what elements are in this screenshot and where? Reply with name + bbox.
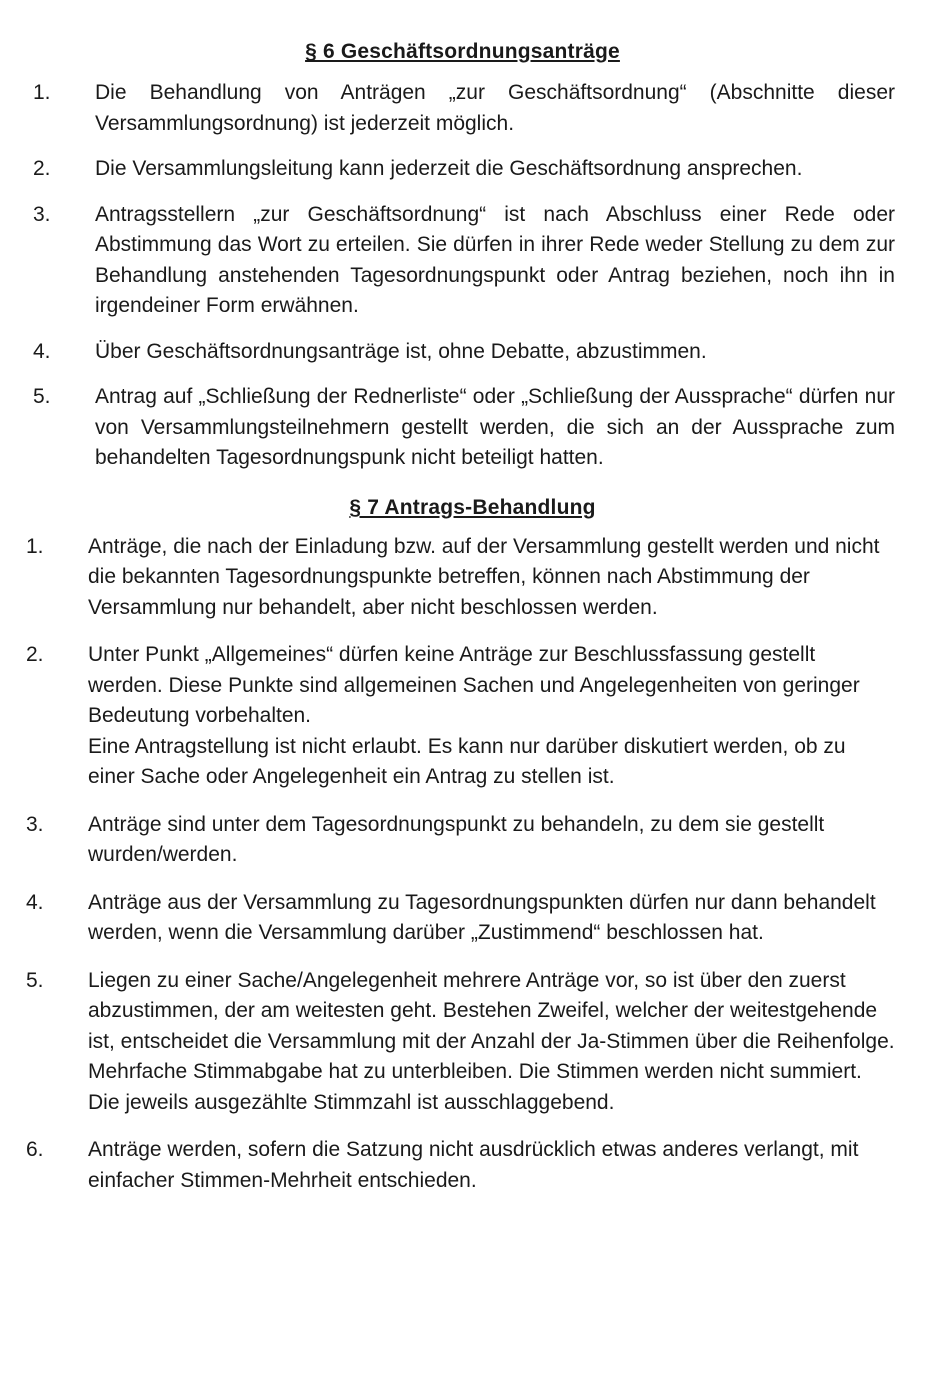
item-number: 5. (33, 385, 51, 408)
item-text: Antrag auf „Schließung der Rednerliste“ oder „Schließung der Aussprache“ dürfen nur von Versammlungsteilnehmern gestellt werden, die sich an der Aussprache zum behandelten Tagesordnungspunk nicht beteiligt hatten. (95, 385, 895, 469)
section-6-item-2 (0, 154, 895, 185)
item-text-continued: Eine Antragstellung ist nicht erlaubt. Es kann nur darüber diskutiert werden, ob zu einer Sache oder Angelegenheit ein Antrag zu stellen ist. (88, 734, 846, 788)
section-7-item-2 (0, 640, 895, 793)
item-text: Anträge sind unter dem Tagesordnungspunkt zu behandeln, zu dem sie gestellt wurden/werden. (88, 812, 825, 866)
item-text: Liegen zu einer Sache/Angelegenheit mehrere Anträge vor, so ist über den zuerst abzustimmen, der am weitesten geht. Bestehen Zweifel, welcher der weitestgehende ist, entscheidet die Versammlung mit der Anzahl der Ja-Stimmen über die Reihenfolge. Mehrfache Stimmabgabe hat zu unterbleiben. Die Stimmen werden nicht summiert. Die jeweils ausgezählte Stimmzahl ist ausschlaggebend. (88, 968, 895, 1114)
section-7-item-4 (0, 888, 895, 949)
item-text: Anträge aus der Versammlung zu Tagesordnungspunkten dürfen nur dann behandelt werden, wenn die Versammlung darüber „Zustimmend“ beschlossen hat. (88, 890, 876, 944)
item-text: Anträge, die nach der Einladung bzw. auf der Versammlung gestellt werden und nicht die bekannten Tagesordnungspunkte betreffen, können nach Abstimmung der Versammlung nur behandelt, aber nicht beschlossen werden. (88, 534, 880, 619)
item-text: Antragsstellern „zur Geschäftsordnung“ ist nach Abschluss einer Rede oder Abstimmung das Wort zu erteilen. Sie dürfen in ihrer Rede weder Stellung zu dem zur Behandlung anstehenden Tagesordnungspunkt oder Antrag beziehen, noch ihn in irgendeiner Form erwähnen. (95, 202, 895, 317)
item-number: 6. (26, 1138, 44, 1161)
section-6-item-3 (0, 200, 895, 322)
item-number: 5. (26, 968, 44, 992)
item-text: Die Versammlungsleitung kann jederzeit die Geschäftsordnung ansprechen. (95, 157, 803, 180)
item-number: 3. (26, 812, 44, 836)
item-text: Die Behandlung von Anträgen „zur Geschäftsordnung“ (Abschnitte dieser Versammlungsordnung) ist jederzeit möglich. (95, 81, 895, 135)
item-number: 4. (33, 339, 51, 363)
section-6-item-5 (0, 382, 895, 474)
section-7-heading: § 7 Antrags-Behandlung (349, 495, 596, 519)
section-7-item-1 (0, 532, 895, 624)
item-number: 2. (26, 643, 44, 666)
section-7-item-5 (0, 966, 895, 1119)
section-7-item-6 (0, 1135, 895, 1196)
item-number: 2. (33, 157, 51, 180)
section-7-item-3 (0, 810, 895, 871)
item-text: Über Geschäftsordnungsanträge ist, ohne Debatte, abzustimmen. (95, 339, 707, 363)
item-text: Anträge werden, sofern die Satzung nicht ausdrücklich etwas anderes verlangt, mit einfacher Stimmen-Mehrheit entschieden. (88, 1138, 859, 1192)
section-6-item-1 (0, 78, 895, 139)
item-number: 3. (33, 202, 51, 226)
item-number: 1. (33, 81, 51, 104)
item-number: 4. (26, 890, 44, 914)
item-text: Unter Punkt „Allgemeines“ dürfen keine Anträge zur Beschlussfassung gestellt werden. Diese Punkte sind allgemeinen Sachen und Angelegenheiten von geringer Bedeutung vorbehalten. (88, 643, 860, 727)
section-6-item-4 (0, 337, 895, 368)
item-number: 1. (26, 534, 44, 558)
section-6-heading: § 6 Geschäftsordnungsanträge (305, 40, 620, 63)
